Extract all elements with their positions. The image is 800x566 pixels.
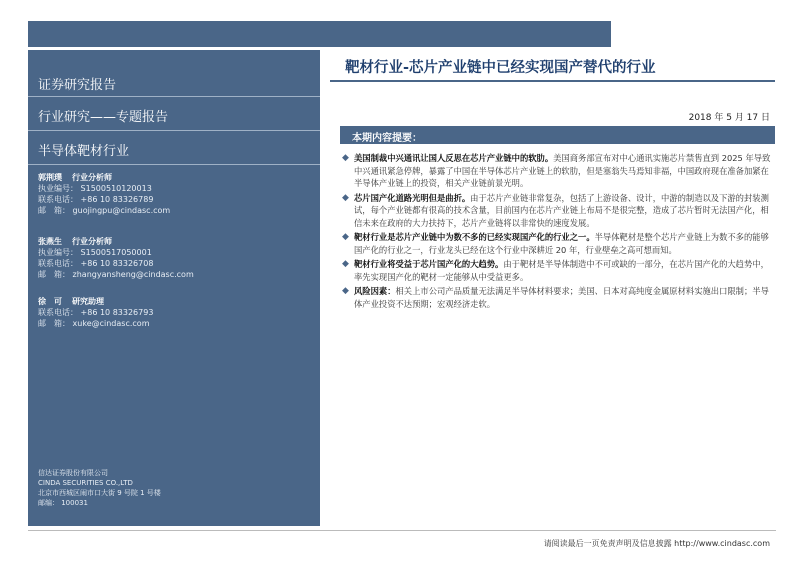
company-address: 北京市西城区闹市口大街 9 号院 1 号楼 bbox=[38, 489, 161, 497]
report-subtype: 行业研究——专题报告 bbox=[38, 110, 169, 125]
summary-header bbox=[340, 126, 775, 144]
company-footer bbox=[38, 468, 161, 508]
analyst-phone: 联系电话： +86 10 83326708 bbox=[38, 259, 154, 268]
analyst-name: 徐 可 bbox=[38, 297, 62, 306]
analyst-role: 行业分析师 bbox=[72, 173, 112, 182]
report-type: 证券研究报告 bbox=[38, 78, 117, 93]
analyst-role: 研究助理 bbox=[72, 297, 104, 306]
report-date: 2018 年 5 月 17 日 bbox=[688, 113, 770, 123]
diamond-bullet-icon: ◆ bbox=[342, 232, 349, 242]
title-divider bbox=[330, 80, 775, 82]
diamond-bullet-icon: ◆ bbox=[342, 153, 349, 163]
divider bbox=[28, 96, 320, 97]
diamond-bullet-icon: ◆ bbox=[342, 192, 349, 203]
list-item bbox=[340, 258, 772, 283]
list-item bbox=[340, 152, 772, 190]
divider bbox=[28, 130, 320, 131]
list-item bbox=[340, 231, 772, 256]
analyst-email: 邮 箱： guojingpu@cindasc.com bbox=[38, 206, 171, 215]
divider bbox=[28, 164, 320, 165]
analyst-role: 行业分析师 bbox=[72, 237, 112, 246]
analyst-id: 执业编号： S1500517050001 bbox=[38, 248, 152, 257]
company-name-cn: 信达证券股份有限公司 bbox=[38, 469, 108, 477]
sidebar bbox=[28, 50, 320, 526]
analyst-email: 邮 箱： zhangyansheng@cindasc.com bbox=[38, 270, 194, 279]
analyst-name: 郭荆璞 bbox=[38, 173, 62, 182]
footer-divider bbox=[28, 530, 776, 531]
bullet-highlight: 芯片国产化道路光明但是曲折。 bbox=[354, 192, 471, 203]
bullet-highlight: 靶材行业将受益于芯片国产化的大趋势。 bbox=[354, 259, 504, 269]
summary-label: 本期内容提要： bbox=[352, 133, 422, 144]
analyst-card bbox=[38, 296, 153, 329]
bullet-highlight: 风险因素： bbox=[354, 286, 396, 296]
disclaimer-link[interactable]: 请阅读最后一页免责声明及信息披露 http://www.cindasc.com bbox=[543, 539, 770, 548]
sector-name: 半导体靶材行业 bbox=[38, 144, 130, 159]
bullet-text: 相关上市公司产品质量无法满足半导体材料要求；美国、日本对高纯度金属原材料实施出口限制；半导体产业投资不达预期；宏观经济走软。 bbox=[354, 286, 769, 309]
analyst-phone: 联系电话： +86 10 83326789 bbox=[38, 195, 154, 204]
analyst-card bbox=[38, 236, 194, 280]
list-item bbox=[340, 192, 772, 230]
page-title: 靶材行业-芯片产业链中已经实现国产替代的行业 bbox=[345, 60, 656, 76]
list-item bbox=[340, 285, 772, 310]
bullet-text: 由于芯片产业链非常复杂，包括了上游设备、设计，中游的制造以及下游的封装测试，每个产业链都有很高的技术含量，目前国内在芯片产业链上布局不是很完整，造成了芯片暂时无法国产化，相信未来在政府的大力扶持下，芯片产业链将以非常快的速度发展。 bbox=[354, 192, 769, 228]
bullet-text: 由于靶材是半导体制造中不可或缺的一部分，在芯片国产化的大趋势中，率先实现国产化的靶材一定能够从中受益更多。 bbox=[354, 259, 769, 282]
analyst-card bbox=[38, 172, 170, 216]
company-postcode: 邮编： 100031 bbox=[38, 499, 88, 507]
summary-bullets bbox=[340, 152, 772, 312]
diamond-bullet-icon: ◆ bbox=[342, 286, 349, 296]
bullet-text: 美国商务部宣布对中心通讯实施芯片禁售直到 2025 年导致中兴通讯紧急停牌，暴露了中国在半导体芯片产业链上的软肋，但是塞翁失马焉知非福，中国政府现在准备加紧在半导体产业链上的投资，相关产业链前景光明。 bbox=[354, 153, 771, 188]
analyst-name: 张燕生 bbox=[38, 237, 62, 246]
bullet-text: 半导体靶材是整个芯片产业链上为数不多的能够国产化的行业之一，行业龙头已经在这个行业中深耕近 20 年，行业壁垒之高可想而知。 bbox=[354, 232, 769, 255]
analyst-email: 邮 箱： xuke@cindasc.com bbox=[38, 319, 150, 328]
analyst-phone: 联系电话： +86 10 83326793 bbox=[38, 308, 154, 317]
bullet-highlight: 靶材行业是芯片产业链中为数不多的已经实现国产化的行业之一。 bbox=[354, 232, 595, 242]
bullet-highlight: 美国制裁中兴通讯让国人反思在芯片产业链中的软肋。 bbox=[354, 153, 554, 163]
diamond-bullet-icon: ◆ bbox=[342, 259, 349, 269]
analyst-id: 执业编号： S1500510120013 bbox=[38, 184, 152, 193]
top-banner bbox=[28, 21, 611, 47]
company-name-en: CINDA SECURITIES CO.,LTD bbox=[38, 479, 133, 487]
